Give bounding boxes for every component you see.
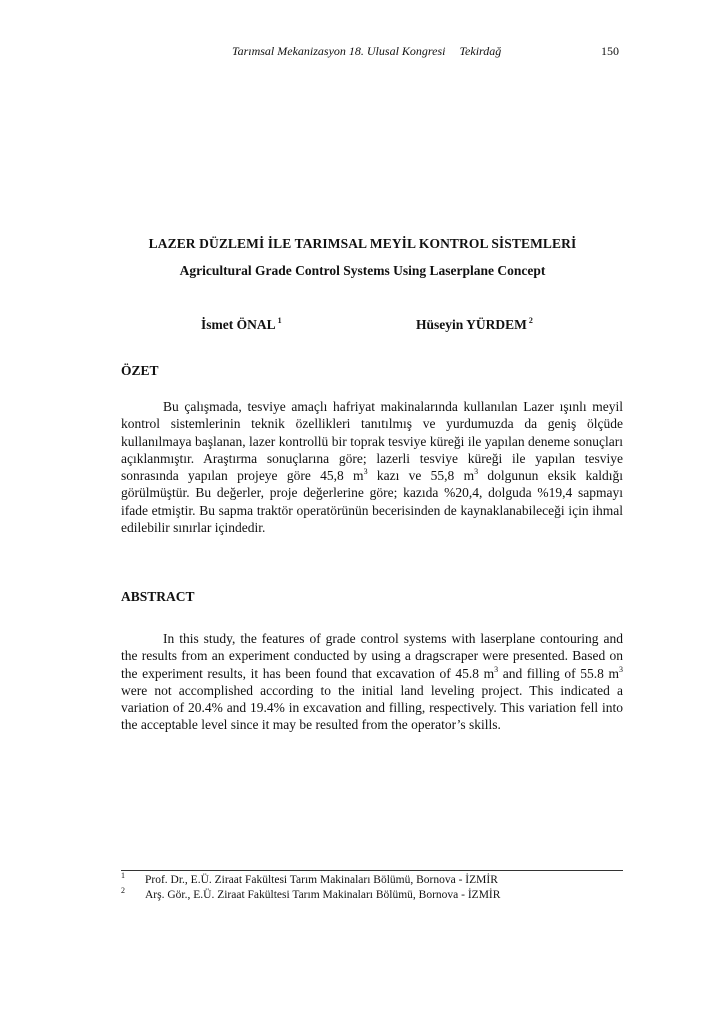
abstract-heading: ABSTRACT <box>121 589 195 604</box>
ozet-text-1: Bu çalışmada, tesviye amaçlı hafriyat makinalarında kullanılan Lazer ışınlı meyil kontrol sistemlerinin teknik özellikleri tanıtılmış ve yurdumuzda da geniş ölçüde kullanılmaya başlanan, lazer kontrollü bir toprak tesviye küreği ile yapılan deneme sonuçları açıklanmıştır. Araştırma sonuçlarına göre; lazerli tesviye küreği ile yapılan tesviye sonrasında yapılan projeye göre 45,8 m <box>121 399 623 484</box>
page-number: 150 <box>601 44 619 58</box>
superscript: 3 <box>474 467 479 477</box>
abstract-text-1: In this study, the features of grade control systems with laserplane contouring and the results from an experiment conducted by using a dragscraper were presented. Based on the experiment results, it has been found that excavation of 45.8 m <box>121 631 623 681</box>
footnote-text: Arş. Gör., E.Ü. Ziraat Fakültesi Tarım Makinaları Bölümü, Bornova - İZMİR <box>145 889 501 901</box>
superscript: 3 <box>619 664 623 674</box>
footnote-divider <box>121 870 623 871</box>
footnote-mark: 1 <box>121 871 125 880</box>
ozet-paragraph <box>121 398 623 536</box>
ozet-text-3: dolgunun eksik kaldığı görülmüştür. Bu değerler, proje değerlerine göre; kazıda %20,4, dolguda %19,4 sapmayı ifade etmiştir. Bu sapma traktör operatörünün becerisinden de kaynaklanabileceği için ihmal edilebilir sınırlar içindedir. <box>121 468 623 536</box>
author-name: İsmet ÖNAL <box>201 317 276 332</box>
ozet-text-2: kazı ve 55,8 m <box>367 468 475 484</box>
running-head-title <box>232 44 501 59</box>
footnote-text: Prof. Dr., E.Ü. Ziraat Fakültesi Tarım Makinaları Bölümü, Bornova - İZMİR <box>145 874 498 886</box>
conference-place: Tekirdağ <box>459 44 502 58</box>
paper-title: LAZER DÜZLEMİ İLE TARIMSAL MEYİL KONTROL SİSTEMLERİ <box>148 236 577 251</box>
ozet-heading: ÖZET <box>121 363 159 378</box>
author-affiliation-mark: 2 <box>528 316 533 325</box>
abstract-text-2: and filling of 55.8 m <box>498 665 619 681</box>
footnote-mark: 2 <box>121 886 125 895</box>
abstract-text-3: were not accomplished according to the initial land leveling project. This indicated a variation of 20.4% and 19.4% in excavation and filling, respectively. This variation fell into the acceptable level since it may be resulted from the operator’s skills. <box>121 682 623 733</box>
running-head <box>0 44 725 60</box>
superscript: 3 <box>363 467 368 477</box>
paper-subtitle: Agricultural Grade Control Systems Using Laserplane Concept <box>179 263 546 278</box>
abstract-paragraph <box>121 630 623 734</box>
author-name: Hüseyin YÜRDEM <box>416 317 527 332</box>
conference-name: Tarımsal Mekanizasyon 18. Ulusal Kongresi <box>232 44 446 58</box>
author-affiliation-mark: 1 <box>277 316 282 325</box>
superscript: 3 <box>494 664 499 674</box>
author-2 <box>416 316 533 333</box>
author-1 <box>201 316 282 333</box>
